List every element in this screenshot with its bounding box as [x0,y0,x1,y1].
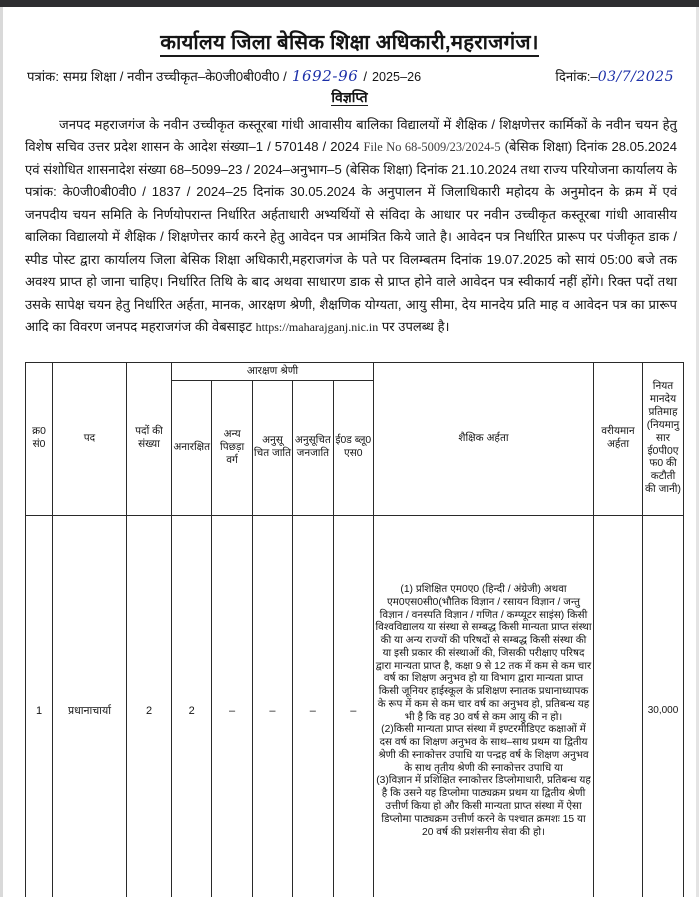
header-obc: अन्य पिछड़ा वर्ग [212,381,252,516]
notice-heading [3,88,696,107]
cell-unreserved: 2 [172,516,212,897]
body-english-reference: File No 68-5009/23/2024-5 [363,140,501,155]
reference-row [3,67,696,85]
header-reservation-group: आरक्षण श्रेणी [172,363,374,381]
body-part-3: पर उपलब्ध है। [378,319,450,335]
cell-obc: – [212,516,252,897]
vacancy-table-wrapper [25,362,684,897]
date-label: दिनांक:– [555,68,598,84]
document-sheet [3,7,696,897]
cell-ews: – [333,516,373,897]
header-ews: ई0ड ब्लू0 एस0 [333,381,373,516]
header-sno: क्र0 सं0 [26,363,53,516]
reference-year: 2025–26 [372,69,422,84]
scan-edge-top [0,0,699,7]
header-preference: वरीयमान अर्हता [594,363,643,516]
reference-scheme: समग्र शिक्षा / नवीन उच्चीकृत–के0जी0बी0वी0 / [62,68,287,84]
reference-left [27,67,421,85]
vacancy-table-head [26,363,684,516]
header-qualification: शैक्षिक अर्हता [374,363,594,516]
cell-preference [594,516,643,897]
table-header-row-1 [26,363,684,381]
date-handwritten: 03/7/2025 [597,68,674,85]
vacancy-table [25,362,684,897]
header-pay: नियत मानदेय प्रतिमाह (नियमानुसार ई0पी0एफ0 की कटौती की जानी) [643,363,684,516]
header-num-posts: पदों की संख्या [127,363,172,516]
header-st: अनुसूचित जनजाति [293,381,333,516]
reference-number-handwritten: 1692-96 [291,66,359,85]
reference-label: पत्रांक: [27,68,59,84]
notice-heading-text: विज्ञप्ति [331,88,368,105]
body-part-1: जनपद महराजगंज के नवीन उच्चीकृत कस्तूरबा गांधी आवासीय बालिका विद्यालयों में शैक्षिक / शिक्षणेत्तर कार्मिकों के नवीन चयन हेतु विशेष सचिव उत्तर प्रदेश शासन के आदेश संख्या–1 / 570148 / 2024 [25,116,677,155]
header-unreserved: अनारक्षित [172,381,212,516]
reference-right [555,67,674,85]
header-sc: अनुसू चित जाति [252,381,292,516]
cell-pay: 30,000 [643,516,684,897]
body-part-2: (बेसिक शिक्षा) दिनांक 28.05.2024 एवं संशोधित शासनादेश संख्या 68–5099–23 / 2024–अनुभाग–5 (बेसिक शिक्षा) दिनांक 21.10.2024 तथा राज्य परियोजना कार्यालय के पत्रांक: के0जी0बी0वी0 / 1837 / 2024–25 दिनांक 30.05.2024 के अनुपालन में जिलाधिकारी महोदय के अनुमोदन के क्रम में एवं जनपदीय चयन समिति के निर्णयोपरान्त निर्धारित अर्हताधारी अभ्यर्थियों से संविदा के आधार पर नवीन उच्चीकृत कस्तूरबा गांधी आवासीय बालिका विद्यालयो में शैक्षिक / शिक्षणेत्तर कार्य करने हेतु आवेदन पत्र आमंत्रित किये जाते है। आवेदन पत्र निर्धारित प्रारूप पर पंजीकृत डाक / स्पीड पोस्ट द्वारा कार्यालय जिला बेसिक शिक्षा अधिकारी,महराजगंज के पते पर विलम्बतम दिनांक 19.07.2025 को सायं 05:00 बजे तक अवश्य प्राप्त हो जाना चाहिए। निर्धारित तिथि के बाद अथवा साधारण डाक से प्राप्त होने वाले आवेदन पत्र स्वीकार्य नहीं होंगे। रिक्त पदों तथा उसके सापेक्ष चयन हेतु निर्धारित अर्हता, मानक, आरक्षण श्रेणी, शैक्षणिक योग्यता, आयु सीमा, देय मानदेय प्रति माह व आवेदन पत्र का प्रारूप आदि का विवरण जनपद महराजगंज की वेबसाइट [25,139,677,335]
table-row [26,516,684,897]
cell-sc: – [252,516,292,897]
reference-slash: / [363,68,368,84]
qualification-clause-2: (2)किसी मान्यता प्राप्त संस्था में इण्टरमीडिएट कक्षाओं में दस वर्ष का शिक्षण अनुभव के साथ–साथ प्रथम या द्वितीय श्रेणी की स्नाकोत्तर उपाधि या पन्द्रह वर्ष के शिक्षण अनुभव के साथ तृतीय श्रेणी की स्नाकोत्तर उपाधि या [378,724,589,774]
office-title-text: कार्यालय जिला बेसिक शिक्षा अधिकारी,महराजगंज। [160,31,538,57]
qualification-clause-3: (3)विज्ञान में प्रशिक्षित स्नाकोत्तर डिप्लोमाधारी, प्रतिबन्ध यह है कि उसने यह डिप्लोमा पाठ्यक्रम प्रथम या द्वितीय श्रेणी उत्तीर्ण किया हो और किसी मान्यता प्राप्त संस्था में ऐसा डिप्लोमा पाठ्यक्रम उत्तीर्ण करने के पश्चात क्रमशः 15 या 20 वर्ष की प्रशंसनीय सेवा की हो। [376,775,591,838]
cell-sno: 1 [26,516,53,897]
office-title [3,7,696,55]
cell-num-posts: 2 [127,516,172,897]
cell-qualification [374,516,594,897]
district-website-url: https://maharajganj.nic.in [255,320,379,335]
cell-st: – [293,516,333,897]
qualification-clause-1: (1) प्रशिक्षित एम0ए0 (हिन्दी / अंग्रेजी) अथवा एम0एस0सी0(भौतिक विज्ञान / रसायन विज्ञान / जन्तु विज्ञान / वनस्पति विज्ञान / गणित / कम्प्यूटर साइंस) किसी विश्वविद्यालय या संस्था से सम्बद्ध किसी मान्यता प्राप्त संस्था की या अन्य राज्यों की परिषदों से सम्बद्ध किसी संस्था की या इसी प्रकार की संस्थाओं की, जिसकी परीक्षाए परिषद द्वारा मान्यता प्राप्त है, कक्षा 9 से 12 तक में कम से कम चार वर्ष का शिक्षण अनुभव हो या विभाग द्वारा मान्यता प्राप्त किसी जूनियर हाईस्कूल के प्रशिक्षण स्नातक प्रधानाध्यापक के रूप में कम से कम चार वर्ष का अनुभव हो, प्रतिबन्ध यह भी है कि वह 30 वर्ष से कम आयु की न हो। [375,583,592,723]
cell-post: प्रधानाचार्या [53,516,127,897]
notice-body-paragraph [25,114,677,339]
header-post: पद [53,363,127,516]
vacancy-table-body [26,516,684,897]
